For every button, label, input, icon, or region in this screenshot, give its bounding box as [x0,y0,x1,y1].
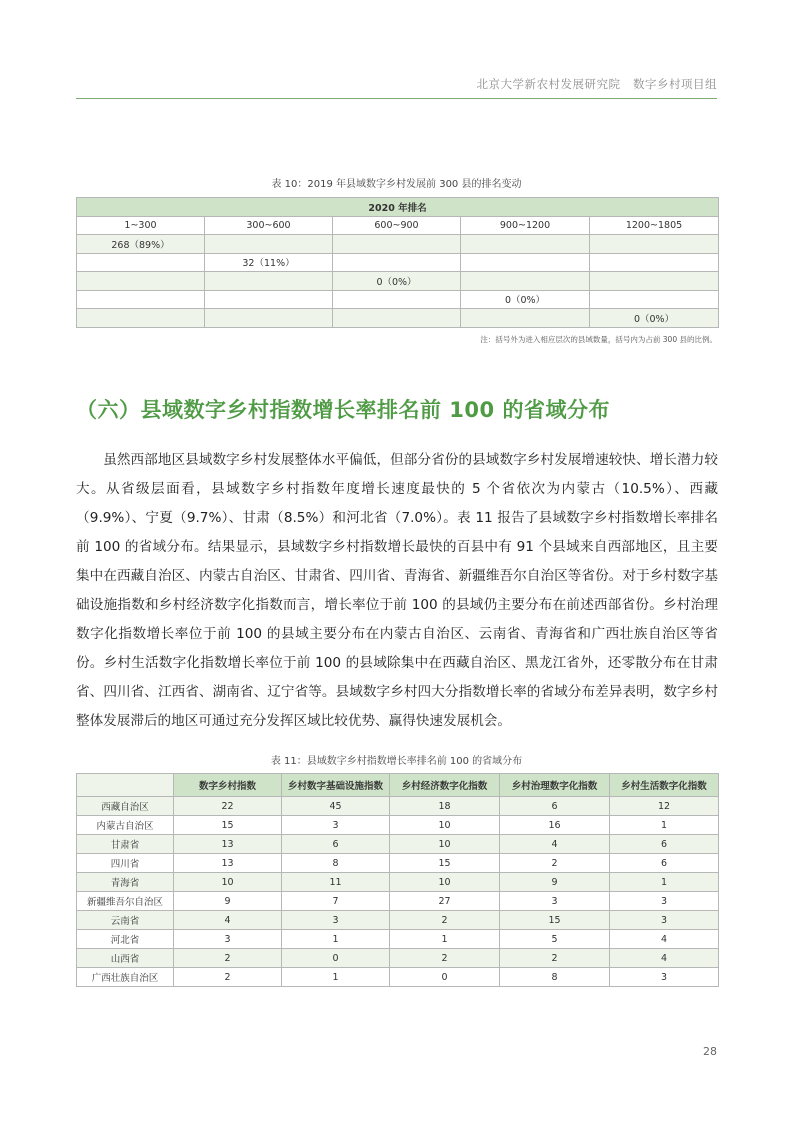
page-number: 28 [703,1045,717,1058]
table-row [77,290,719,309]
table10-column-header: 1200~1805 [590,216,719,235]
table-cell [590,235,719,254]
table-cell [590,272,719,291]
table10-band-header: 2020 年排名 [77,198,719,217]
table11-column-header: 数字乡村指数 [174,774,282,797]
province-cell: 西藏自治区 [77,797,174,816]
table-cell: 18 [390,797,500,816]
table-cell: 1 [610,816,719,835]
table-cell: 10 [174,873,282,892]
table-cell: 10 [390,816,500,835]
table11-column-header: 乡村数字基础设施指数 [282,774,390,797]
table-cell: 15 [390,854,500,873]
table-cell: 10 [390,835,500,854]
table-row [77,835,719,854]
table-cell: 1 [390,930,500,949]
table-cell [333,253,461,272]
table-cell [461,309,590,328]
table-row [77,235,719,254]
table-cell: 2 [390,949,500,968]
table-row [77,892,719,911]
table-cell: 6 [610,835,719,854]
table-cell [205,272,333,291]
table-cell: 13 [174,835,282,854]
table10-column-header: 300~600 [205,216,333,235]
province-cell: 新疆维吾尔自治区 [77,892,174,911]
table-cell: 2 [500,854,610,873]
table-row [77,949,719,968]
table-cell: 6 [282,835,390,854]
table-cell: 13 [174,854,282,873]
table-cell: 9 [174,892,282,911]
table-cell [77,309,205,328]
province-cell: 甘肃省 [77,835,174,854]
province-cell: 内蒙古自治区 [77,816,174,835]
table-cell: 11 [282,873,390,892]
header-rule [76,98,717,99]
table-row [77,797,719,816]
table-cell [461,253,590,272]
province-cell: 河北省 [77,930,174,949]
province-cell: 四川省 [77,854,174,873]
table-cell: 2 [390,911,500,930]
table-cell: 8 [500,968,610,987]
table-cell [333,290,461,309]
table-cell: 268（89%） [77,235,205,254]
table-cell [77,253,205,272]
table10-column-header: 900~1200 [461,216,590,235]
table-cell [205,235,333,254]
table-cell [461,272,590,291]
table-cell [461,235,590,254]
table-row [77,816,719,835]
table-cell: 15 [174,816,282,835]
table-cell: 2 [500,949,610,968]
table-cell: 1 [610,873,719,892]
table-cell [77,290,205,309]
table-cell: 6 [610,854,719,873]
table11 [76,773,719,987]
table-cell [590,290,719,309]
table-cell: 1 [282,968,390,987]
table-row [77,930,719,949]
table10 [76,197,719,328]
table-cell: 3 [282,911,390,930]
table11-corner-header [77,774,174,797]
table-cell: 3 [610,968,719,987]
table-row [77,854,719,873]
table-cell: 3 [282,816,390,835]
table-cell: 4 [610,949,719,968]
table-cell: 3 [174,930,282,949]
table-cell [333,235,461,254]
table-row [77,873,719,892]
table11-column-header: 乡村治理数字化指数 [500,774,610,797]
table-cell: 27 [390,892,500,911]
table-row [77,968,719,987]
table-cell: 10 [390,873,500,892]
body-paragraph: 虽然西部地区县域数字乡村发展整体水平偏低，但部分省份的县域数字乡村发展增速较快、增长潜力较大。从省级层面看，县域数字乡村指数年度增长速度最快的 5 个省依次为内蒙古（10.5%）、西藏（9.9%）、宁夏（9.7%）、甘肃（8.5%）和河北省（7.0%）。表 11 报告了县域数字乡村指数增长率排名前 100 的省域分布。结果显示，县域数字乡村指数增长最快的百县中有 91 个县域来自西部地区，且主要集中在西藏自治区、内蒙古自治区、甘肃省、四川省、青海省、新疆维吾尔自治区等省份。对于乡村数字基础设施指数和乡村经济数字化指数而言，增长率位于前 100 的县域仍主要分布在前述西部省份。乡村治理数字化指数增长率位于前 100 的县域主要分布在内蒙古自治区、云南省、青海省和广西壮族自治区等省份。乡村生活数字化指数增长率位于前 100 的县域除集中在西藏自治区、黑龙江省外，还零散分布在甘肃省、四川省、江西省、湖南省、辽宁省等。县域数字乡村四大分指数增长率的省域分布差异表明，数字乡村整体发展滞后的地区可通过充分发挥区域比较优势、赢得快速发展机会。 [76,452,718,729]
table-cell [205,290,333,309]
table-cell: 1 [282,930,390,949]
table-cell: 22 [174,797,282,816]
table10-note: 注：括号外为进入相应层次的县域数量，括号内为占前 300 县的比例。 [480,335,717,344]
table10-caption: 表 10：2019 年县域数字乡村发展前 300 县的排名变动 [271,179,522,190]
table-cell: 4 [500,835,610,854]
table11-caption: 表 11：县域数字乡村指数增长率排名前 100 的省域分布 [270,756,523,767]
table-cell [77,272,205,291]
province-cell: 青海省 [77,873,174,892]
table11-column-header: 乡村生活数字化指数 [610,774,719,797]
table-row [77,253,719,272]
table11-column-header: 乡村经济数字化指数 [390,774,500,797]
header-org: 北京大学新农村发展研究院 [476,77,621,91]
province-cell: 广西壮族自治区 [77,968,174,987]
table-cell: 45 [282,797,390,816]
table-cell: 2 [174,949,282,968]
table-row [77,911,719,930]
table-cell: 0（0%） [461,290,590,309]
table-cell: 0（0%） [333,272,461,291]
table-row [77,272,719,291]
table-cell: 3 [610,892,719,911]
table-cell: 0 [390,968,500,987]
province-cell: 云南省 [77,911,174,930]
table-cell: 0（0%） [590,309,719,328]
table-cell [205,309,333,328]
table-cell [590,253,719,272]
table-cell: 32（11%） [205,253,333,272]
table10-column-header: 600~900 [333,216,461,235]
page-header [477,76,717,92]
table-cell: 7 [282,892,390,911]
province-cell: 山西省 [77,949,174,968]
table-cell: 5 [500,930,610,949]
table-cell: 6 [500,797,610,816]
header-project: 数字乡村项目组 [633,77,717,91]
section-title: （六）县域数字乡村指数增长率排名前 100 的省域分布 [76,398,610,422]
table-cell: 16 [500,816,610,835]
table-cell: 4 [610,930,719,949]
table-cell: 4 [174,911,282,930]
table-cell: 0 [282,949,390,968]
table-cell: 12 [610,797,719,816]
table-cell: 3 [500,892,610,911]
table-row [77,309,719,328]
table-cell: 15 [500,911,610,930]
table-cell: 3 [610,911,719,930]
table10-column-header: 1~300 [77,216,205,235]
table-cell: 9 [500,873,610,892]
table-cell: 8 [282,854,390,873]
table-cell: 2 [174,968,282,987]
table-cell [333,309,461,328]
